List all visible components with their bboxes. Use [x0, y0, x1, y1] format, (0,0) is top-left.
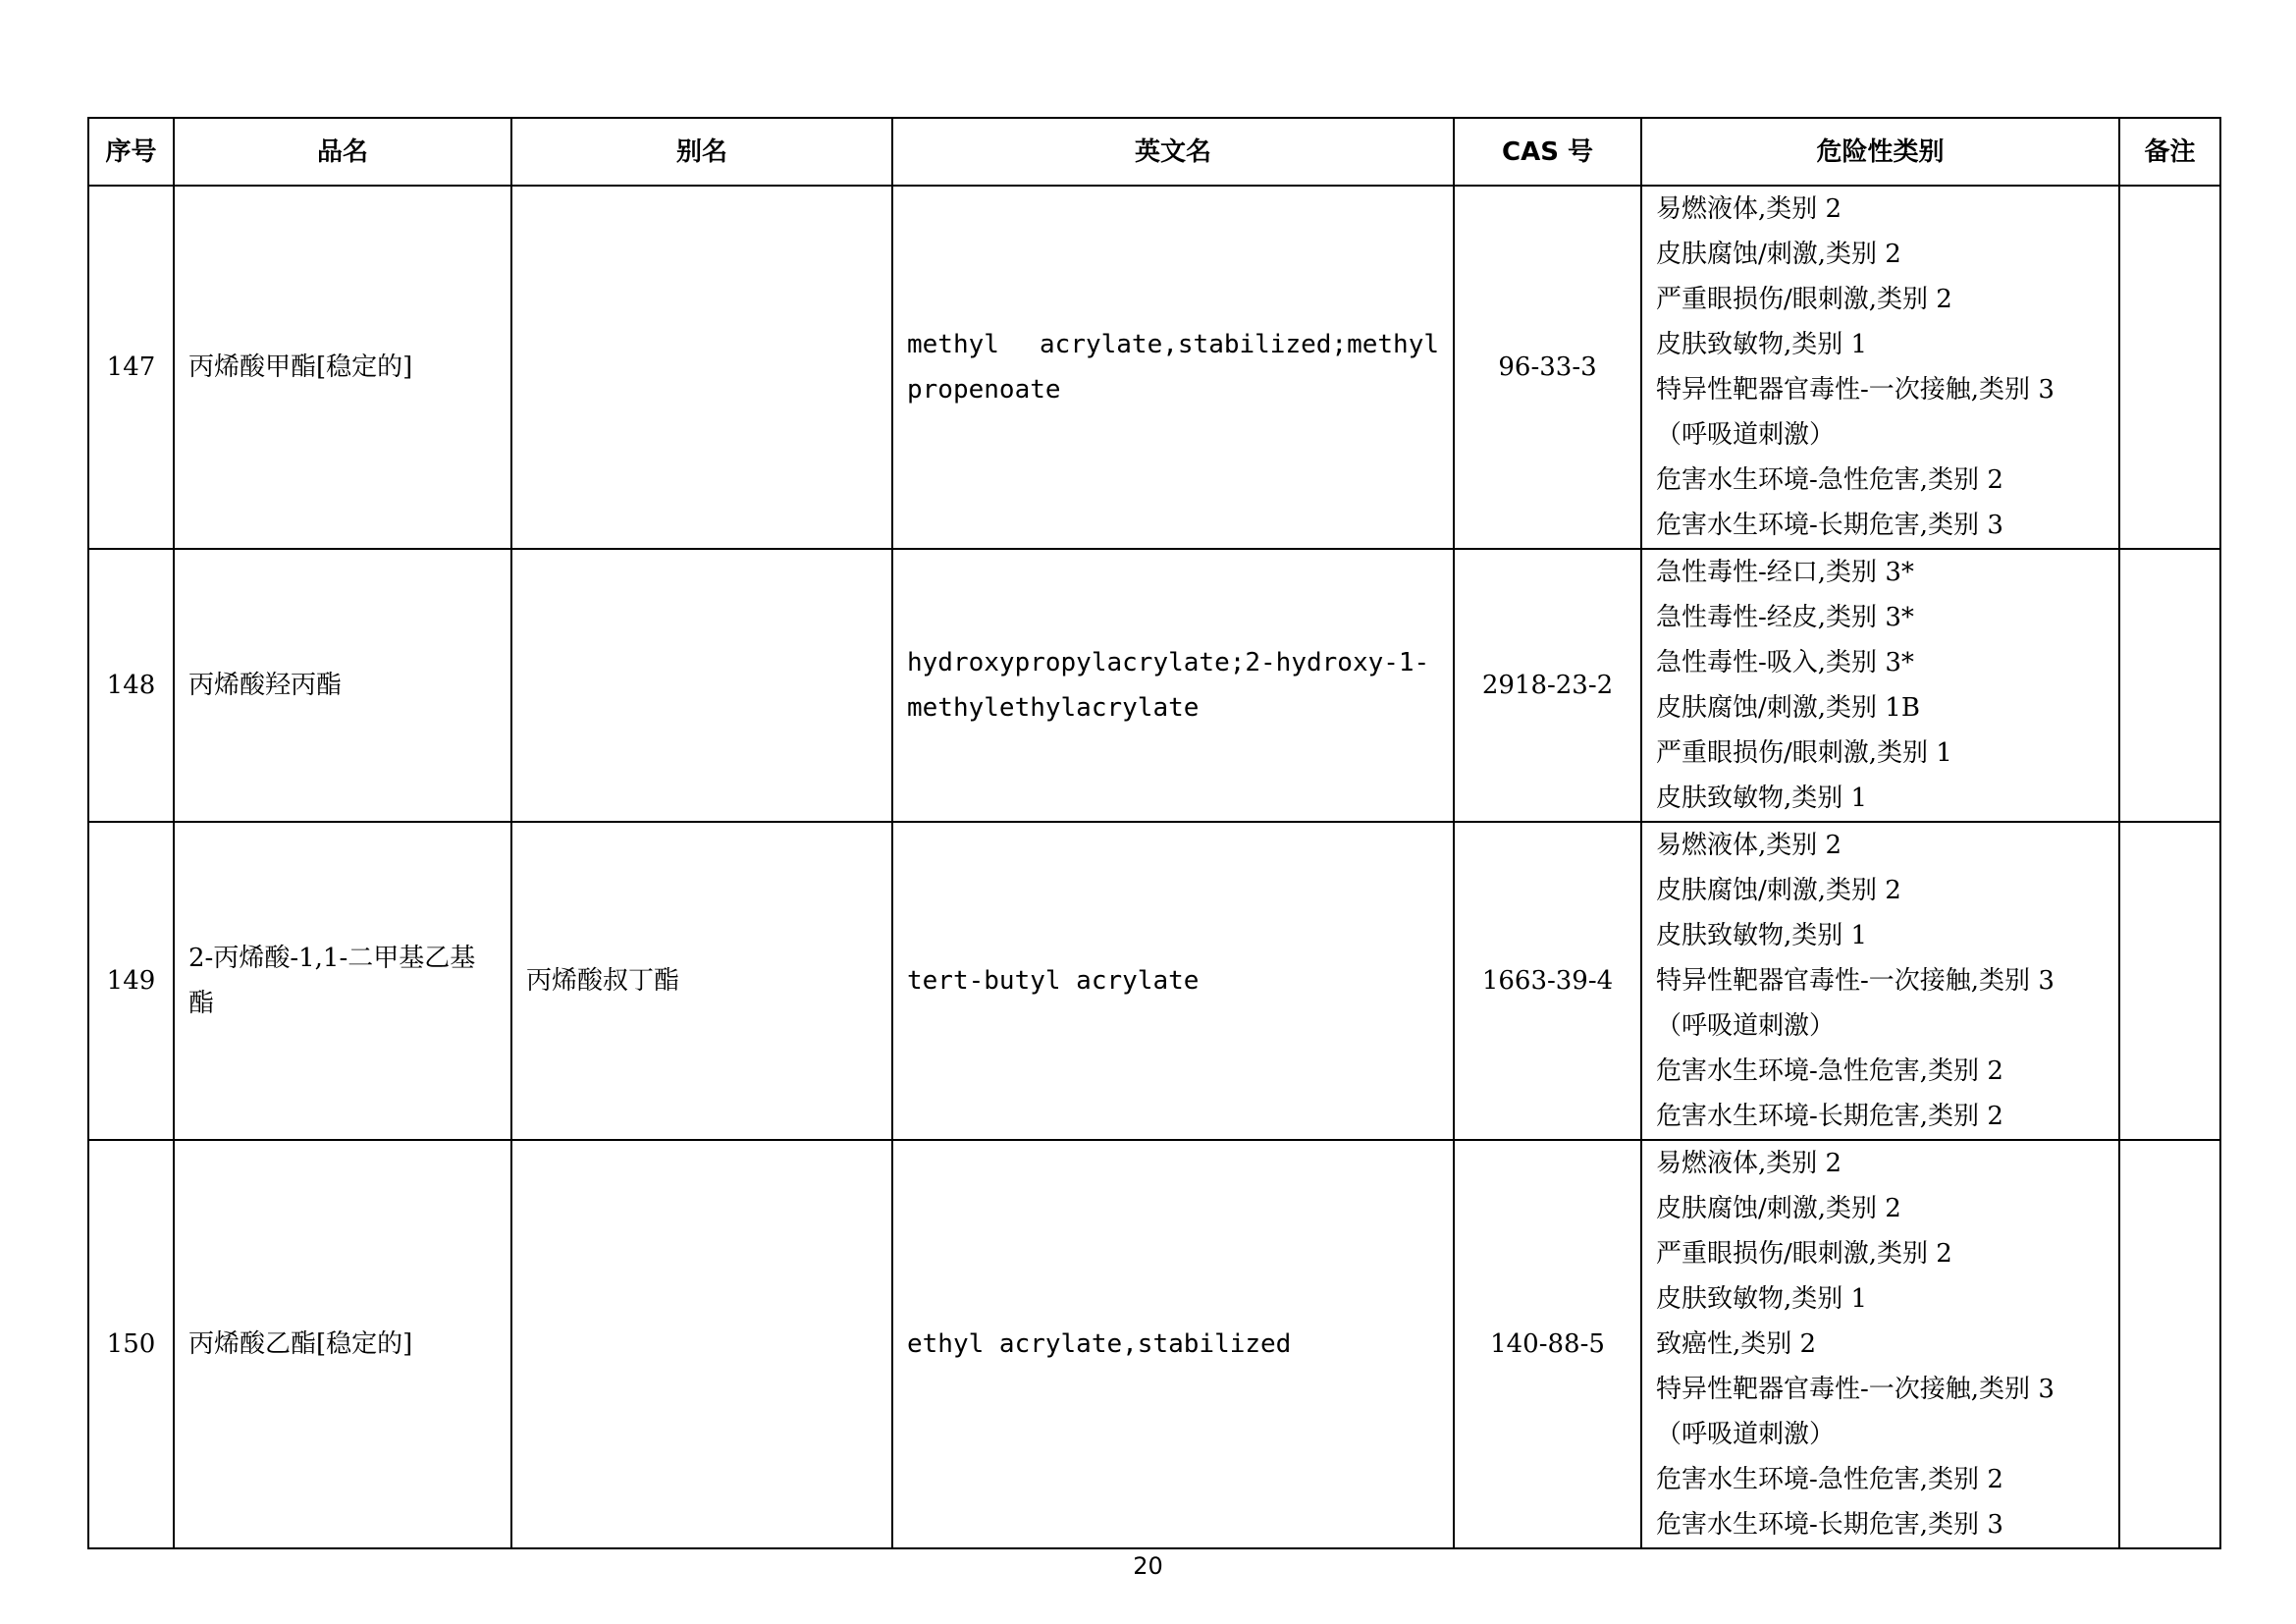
header-cas: CAS 号 — [1454, 118, 1641, 186]
hazard-line: 严重眼损伤/眼刺激,类别 1 — [1656, 738, 1952, 768]
row-english-name: tert-butyl acrylate — [892, 822, 1454, 1140]
hazard-line: 危害水生环境-长期危害,类别 3 — [1656, 511, 2003, 540]
table-row — [88, 186, 2220, 549]
hazard-line: 危害水生环境-长期危害,类别 3 — [1656, 1510, 2003, 1540]
row-cas: 140-88-5 — [1454, 1140, 1641, 1548]
header-remark: 备注 — [2119, 118, 2220, 186]
header-hazards: 危险性类别 — [1641, 118, 2119, 186]
row-english-name: hydroxypropylacrylate;2-hydroxy-1-methylethylacrylate — [892, 549, 1454, 822]
hazard-line: 易燃液体,类别 2 — [1656, 1149, 1842, 1178]
hazard-line: 严重眼损伤/眼刺激,类别 2 — [1656, 285, 1952, 314]
hazard-line: 急性毒性-经口,类别 3* — [1656, 558, 1914, 587]
header-name: 品名 — [174, 118, 511, 186]
hazard-line: 危害水生环境-急性危害,类别 2 — [1656, 465, 2003, 495]
hazard-line: 皮肤腐蚀/刺激,类别 2 — [1656, 1194, 1901, 1223]
hazard-line: （呼吸道刺激） — [1656, 1011, 1836, 1041]
header-row — [88, 118, 2220, 186]
page-number: 20 — [1133, 1552, 1163, 1580]
row-name: 2-丙烯酸-1,1-二甲基乙基酯 — [174, 822, 511, 1140]
hazard-line: 皮肤腐蚀/刺激,类别 2 — [1656, 240, 1901, 269]
table-row — [88, 822, 2220, 1140]
hazard-line: 皮肤致敏物,类别 1 — [1656, 1284, 1868, 1314]
hazard-line: 易燃液体,类别 2 — [1656, 194, 1842, 224]
row-cas: 1663-39-4 — [1454, 822, 1641, 1140]
hazard-line: 急性毒性-吸入,类别 3* — [1656, 648, 1914, 677]
hazard-line: 严重眼损伤/眼刺激,类别 2 — [1656, 1239, 1952, 1269]
hazard-line: 危害水生环境-长期危害,类别 2 — [1656, 1102, 2003, 1131]
row-name: 丙烯酸甲酯[稳定的] — [174, 186, 511, 549]
hazard-line: 皮肤致敏物,类别 1 — [1656, 784, 1868, 813]
hazard-line: 皮肤腐蚀/刺激,类别 1B — [1656, 693, 1920, 723]
hazard-line: （呼吸道刺激） — [1656, 1420, 1836, 1449]
hazard-line: 皮肤致敏物,类别 1 — [1656, 921, 1868, 950]
header-index: 序号 — [88, 118, 174, 186]
row-remark — [2119, 1140, 2220, 1548]
row-remark — [2119, 186, 2220, 549]
row-cas: 96-33-3 — [1454, 186, 1641, 549]
table-row — [88, 1140, 2220, 1548]
row-alias — [511, 549, 892, 822]
hazard-line: 急性毒性-经皮,类别 3* — [1656, 603, 1914, 632]
row-english-name: ethyl acrylate,stabilized — [892, 1140, 1454, 1548]
row-alias — [511, 186, 892, 549]
row-hazards — [1641, 822, 2119, 1140]
row-cas: 2918-23-2 — [1454, 549, 1641, 822]
hazard-line: 皮肤致敏物,类别 1 — [1656, 330, 1868, 359]
row-hazards — [1641, 1140, 2119, 1548]
row-index: 147 — [88, 186, 174, 549]
hazard-line: 皮肤腐蚀/刺激,类别 2 — [1656, 876, 1901, 905]
row-alias: 丙烯酸叔丁酯 — [511, 822, 892, 1140]
row-hazards — [1641, 186, 2119, 549]
hazard-line: 致癌性,类别 2 — [1656, 1329, 1817, 1359]
row-alias — [511, 1140, 892, 1548]
hazard-line: 特异性靶器官毒性-一次接触,类别 3 — [1656, 966, 2055, 996]
header-english: 英文名 — [892, 118, 1454, 186]
row-index: 148 — [88, 549, 174, 822]
row-hazards — [1641, 549, 2119, 822]
row-remark — [2119, 549, 2220, 822]
row-index: 149 — [88, 822, 174, 1140]
table-row — [88, 549, 2220, 822]
row-remark — [2119, 822, 2220, 1140]
header-alias: 别名 — [511, 118, 892, 186]
hazard-line: 易燃液体,类别 2 — [1656, 831, 1842, 860]
hazard-line: （呼吸道刺激） — [1656, 420, 1836, 450]
row-index: 150 — [88, 1140, 174, 1548]
hazard-line: 特异性靶器官毒性-一次接触,类别 3 — [1656, 1375, 2055, 1404]
hazard-line: 危害水生环境-急性危害,类别 2 — [1656, 1465, 2003, 1494]
hazard-line: 危害水生环境-急性危害,类别 2 — [1656, 1056, 2003, 1086]
row-name: 丙烯酸羟丙酯 — [174, 549, 511, 822]
row-english-name: methyl acrylate,stabilized;methyl propenoate — [892, 186, 1454, 549]
chemical-table — [87, 117, 2221, 1549]
hazard-line: 特异性靶器官毒性-一次接触,类别 3 — [1656, 375, 2055, 405]
row-name: 丙烯酸乙酯[稳定的] — [174, 1140, 511, 1548]
